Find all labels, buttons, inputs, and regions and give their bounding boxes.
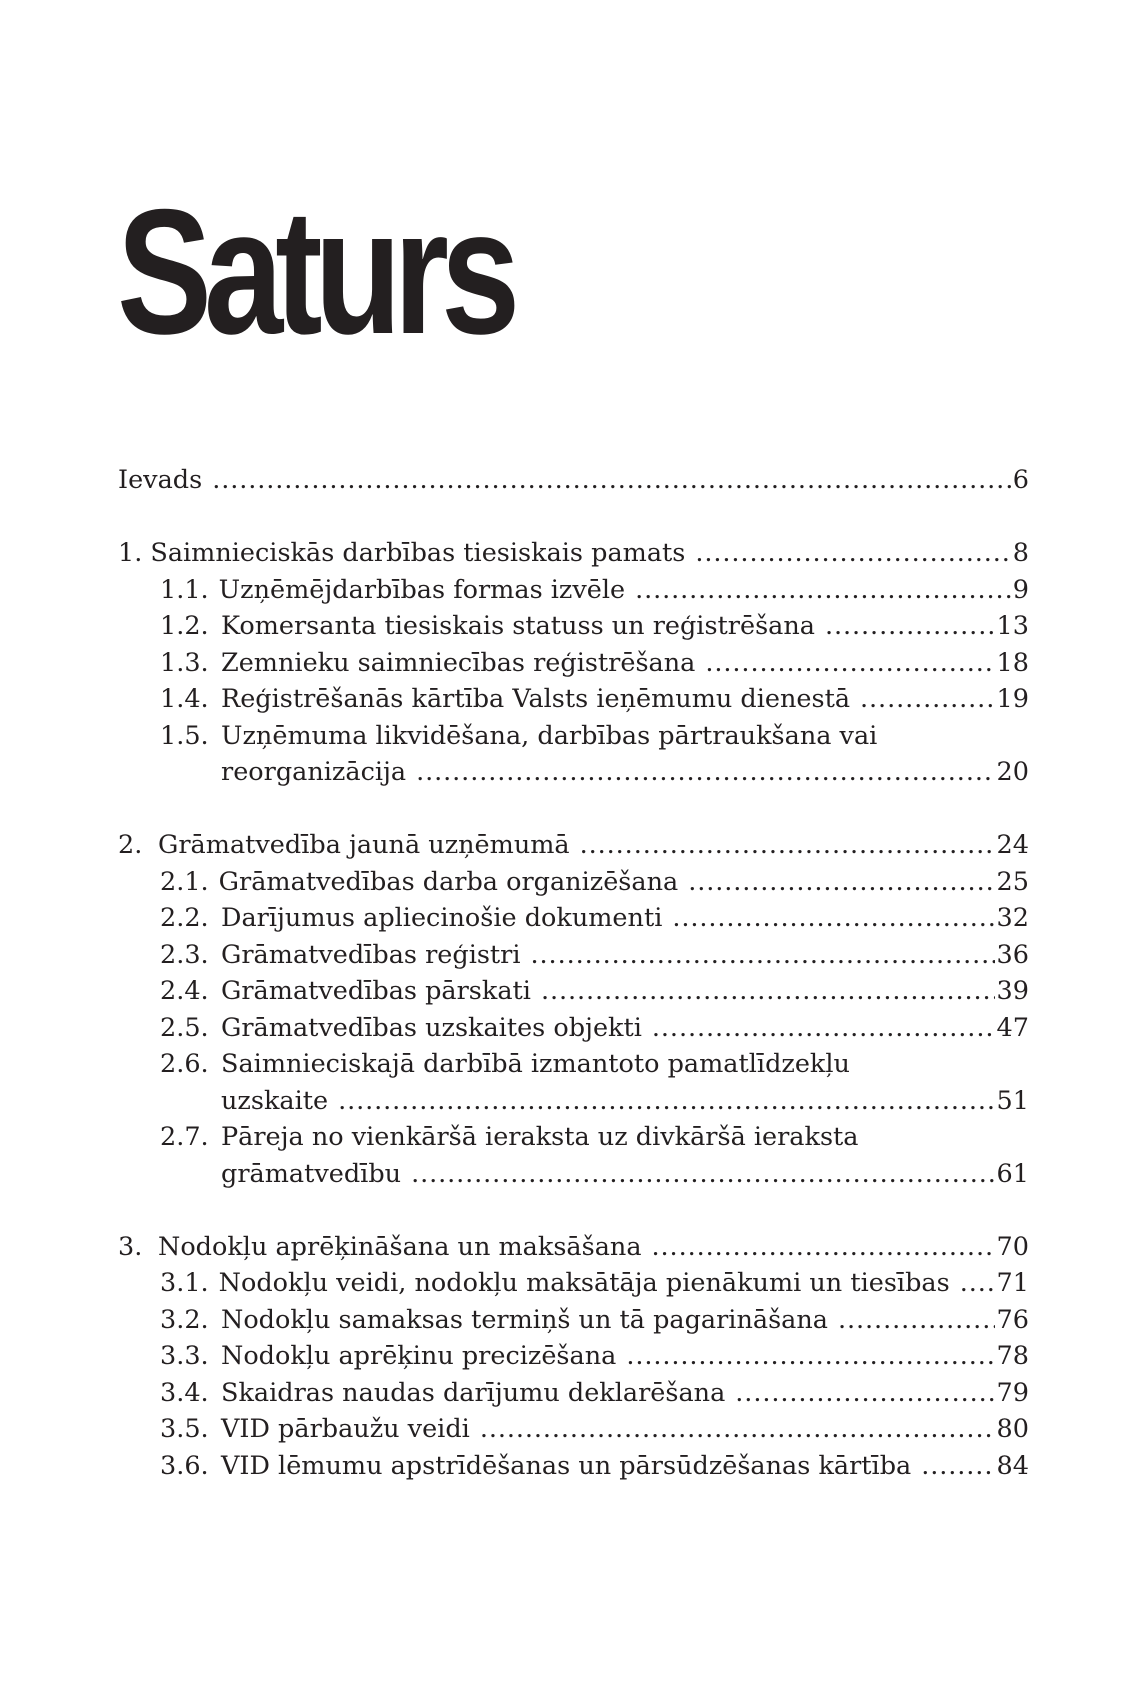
dot-leader: [921, 1448, 994, 1485]
toc-entry-number: 1.5.: [160, 720, 209, 751]
toc-entry-label: VID pārbaužu veidi: [221, 1414, 470, 1444]
toc-entry-3-2[interactable]: [118, 1302, 1029, 1339]
toc-page-number: 51: [996, 1085, 1029, 1116]
toc-entry-2-6-continuation[interactable]: [118, 1083, 1029, 1120]
toc-page-number: 47: [996, 1012, 1029, 1043]
toc-entry-number: 2.1.: [160, 866, 209, 897]
toc-entry-2-7[interactable]: [118, 1119, 1029, 1156]
toc-entry-3-6[interactable]: [118, 1448, 1029, 1485]
toc-entry-number: 2.3.: [160, 939, 209, 970]
toc-entry-number: 3.1.: [160, 1268, 209, 1298]
toc-entry-number: 2.6.: [160, 1049, 209, 1079]
table-of-contents: [118, 462, 1029, 1484]
dot-leader: [860, 681, 995, 718]
toc-entry-label: uzskaite: [221, 1085, 329, 1116]
toc-entry-number: 1.: [118, 538, 143, 568]
dot-leader: [635, 572, 1011, 609]
toc-entry-2-4[interactable]: [118, 973, 1029, 1010]
toc-page-number: 32: [996, 903, 1029, 933]
dot-leader: [960, 1265, 995, 1302]
toc-entry-2-1[interactable]: [118, 864, 1029, 901]
dot-leader: [531, 937, 995, 974]
toc-entry-1-4[interactable]: [118, 681, 1029, 718]
toc-entry-label: reorganizācija: [221, 757, 407, 787]
toc-entry-label: Darījumus apliecinošie dokumenti: [221, 903, 663, 933]
toc-entry-number: 3.5.: [160, 1414, 209, 1444]
toc-page-number: 79: [996, 1377, 1029, 1408]
dot-leader: [652, 1229, 995, 1266]
toc-page-number: 76: [996, 1304, 1029, 1335]
toc-entry-number: 3.3.: [160, 1341, 209, 1371]
toc-entry-number: 2.5.: [160, 1012, 209, 1043]
toc-page-number: 61: [996, 1158, 1029, 1189]
dot-leader: [580, 827, 995, 864]
toc-page-number: 39: [996, 976, 1029, 1006]
toc-entry-2-2[interactable]: [118, 900, 1029, 937]
toc-entry-label: Nodokļu samaksas termiņš un tā pagarināšana: [221, 1304, 829, 1335]
toc-page-number: 25: [996, 866, 1029, 897]
toc-entry-label: Nodokļu veidi, nodokļu maksātāja pienākumi un tiesības: [218, 1268, 950, 1298]
toc-entry-label: Grāmatvedība jaunā uzņēmumā: [158, 830, 570, 860]
dot-leader: [695, 535, 1010, 572]
toc-entry-label: Nodokļu aprēķināšana un maksāšana: [158, 1231, 642, 1262]
toc-entry-label: Skaidras naudas darījumu deklarēšana: [221, 1377, 726, 1408]
toc-entry-label: Grāmatvedības uzskaites objekti: [221, 1012, 642, 1043]
dot-leader: [735, 1375, 994, 1412]
toc-entry-label: Nodokļu aprēķinu precizēšana: [221, 1341, 617, 1371]
dot-leader: [825, 608, 995, 645]
toc-entry-number: 1.4.: [160, 684, 209, 714]
toc-page-number: 78: [996, 1341, 1029, 1371]
toc-entry-number: 1.2.: [160, 611, 209, 641]
toc-page-number: 13: [996, 611, 1029, 641]
toc-chapter-1[interactable]: [118, 535, 1029, 572]
toc-entry-label: Komersanta tiesiskais statuss un reģistrēšana: [221, 611, 815, 641]
toc-entry-label: Uzņēmējdarbības formas izvēle: [218, 574, 626, 605]
toc-page-number: 71: [996, 1268, 1029, 1298]
toc-page-number: 20: [996, 757, 1029, 787]
dot-leader: [212, 462, 1011, 499]
dot-leader: [652, 1010, 995, 1047]
toc-entry-1-2[interactable]: [118, 608, 1029, 645]
toc-entry-number: 2.: [118, 830, 143, 860]
toc-entry-number: 3.2.: [160, 1304, 209, 1335]
toc-entry-3-4[interactable]: [118, 1375, 1029, 1412]
toc-entry-2-7-continuation[interactable]: [118, 1156, 1029, 1193]
toc-entry-3-1[interactable]: [118, 1265, 1029, 1302]
toc-page-number: 70: [996, 1231, 1029, 1262]
toc-entry-1-1[interactable]: [118, 572, 1029, 609]
toc-page-number: 8: [1012, 538, 1029, 568]
toc-entry-1-3[interactable]: [118, 645, 1029, 682]
toc-page-number: 36: [996, 939, 1029, 970]
toc-page-number: 19: [996, 684, 1029, 714]
page-title: Saturs: [117, 172, 513, 371]
toc-entry-label: Saimnieciskajā darbībā izmantoto pamatlīdzekļu: [221, 1049, 850, 1079]
toc-entry-label: VID lēmumu apstrīdēšanas un pārsūdzēšanas kārtība: [221, 1450, 912, 1481]
toc-page-number: 24: [996, 830, 1029, 860]
dot-leader: [838, 1302, 995, 1339]
dot-leader: [338, 1083, 994, 1120]
toc-entry-label: grāmatvedību: [221, 1158, 402, 1189]
toc-entry-1-5-continuation[interactable]: [118, 754, 1029, 791]
toc-entry-number: 3.: [118, 1231, 143, 1262]
toc-entry-number: 3.6.: [160, 1450, 209, 1481]
toc-entry-3-3[interactable]: [118, 1338, 1029, 1375]
toc-page-number: 6: [1012, 465, 1029, 495]
dot-leader: [541, 973, 995, 1010]
toc-entry-number: 3.4.: [160, 1377, 209, 1408]
toc-entry-label: Ievads: [118, 465, 203, 495]
toc-entry-number: 2.7.: [160, 1122, 209, 1152]
toc-page-number: 9: [1012, 574, 1029, 605]
toc-chapter-2[interactable]: [118, 827, 1029, 864]
toc-entry-2-3[interactable]: [118, 937, 1029, 974]
toc-chapter-3[interactable]: [118, 1229, 1029, 1266]
toc-page-number: 84: [996, 1450, 1029, 1481]
dot-leader: [672, 900, 994, 937]
toc-entry-label: Uzņēmuma likvidēšana, darbības pārtraukšana vai: [221, 720, 878, 751]
toc-entry-label: Reģistrēšanās kārtība Valsts ieņēmumu dienestā: [221, 684, 851, 714]
toc-entry-1-5[interactable]: [118, 718, 1029, 755]
dot-leader: [688, 864, 994, 901]
dot-leader: [480, 1411, 995, 1448]
toc-page-number: 80: [996, 1414, 1029, 1444]
toc-entry-number: 1.3.: [160, 647, 209, 678]
toc-entry-2-6[interactable]: [118, 1046, 1029, 1083]
toc-entry-label: Grāmatvedības pārskati: [221, 976, 531, 1006]
toc-entry-number: 2.2.: [160, 903, 209, 933]
toc-entry-label: Grāmatvedības darba organizēšana: [218, 866, 679, 897]
dot-leader: [705, 645, 994, 682]
toc-entry-intro[interactable]: [118, 462, 1029, 499]
dot-leader: [626, 1338, 994, 1375]
dot-leader: [411, 1156, 994, 1193]
toc-entry-label: Pāreja no vienkāršā ieraksta uz divkāršā ieraksta: [221, 1122, 859, 1152]
toc-entry-number: 1.1.: [160, 574, 209, 605]
toc-entry-3-5[interactable]: [118, 1411, 1029, 1448]
toc-entry-2-5[interactable]: [118, 1010, 1029, 1047]
toc-entry-label: Grāmatvedības reģistri: [221, 939, 521, 970]
toc-entry-number: 2.4.: [160, 976, 209, 1006]
toc-entry-label: Saimnieciskās darbības tiesiskais pamats: [150, 538, 686, 568]
dot-leader: [416, 754, 994, 791]
toc-page-number: 18: [996, 647, 1029, 678]
toc-entry-label: Zemnieku saimniecības reģistrēšana: [221, 647, 696, 678]
